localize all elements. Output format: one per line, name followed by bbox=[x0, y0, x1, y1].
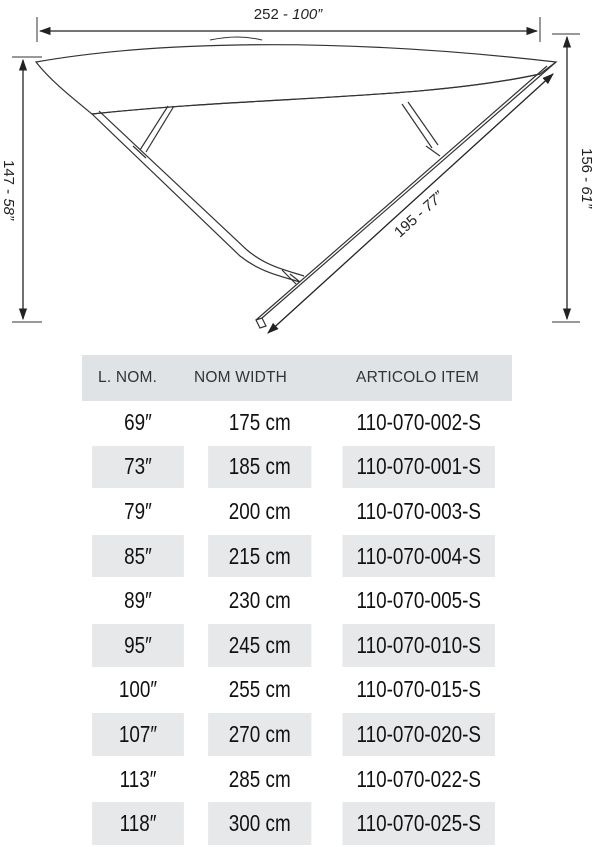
left-height-label: 147 - 58” bbox=[0, 159, 17, 221]
header-nominal-length: L. NOM. bbox=[98, 369, 158, 386]
table-row bbox=[82, 446, 512, 491]
width-dimension bbox=[37, 2, 540, 42]
nominal-length: 118″ bbox=[92, 802, 184, 847]
item-code: 110-070-010-S bbox=[340, 624, 495, 669]
header-item: ARTICOLO ITEM bbox=[356, 369, 479, 386]
right-height-label: 156 - 61” bbox=[578, 147, 595, 209]
nominal-width: 300 cm bbox=[206, 802, 312, 847]
item-code: 110-070-001-S bbox=[340, 446, 495, 491]
table-row bbox=[82, 401, 512, 446]
table-row bbox=[82, 802, 512, 847]
table-row bbox=[82, 535, 512, 580]
table-row bbox=[82, 624, 512, 669]
nominal-length: 100″ bbox=[92, 669, 184, 714]
diagonal-label: 195 - 77” bbox=[390, 188, 447, 242]
table-row bbox=[82, 490, 512, 535]
nominal-length: 73″ bbox=[92, 446, 184, 491]
bimini-top-diagram bbox=[0, 0, 601, 345]
nominal-width: 185 cm bbox=[206, 446, 312, 491]
nominal-width: 230 cm bbox=[206, 579, 312, 624]
right-height-dimension bbox=[552, 34, 595, 322]
nominal-length: 69″ bbox=[92, 401, 184, 446]
item-code: 110-070-020-S bbox=[340, 713, 495, 758]
size-table bbox=[82, 355, 512, 847]
item-code: 110-070-022-S bbox=[340, 758, 495, 803]
nominal-width: 215 cm bbox=[206, 535, 312, 580]
header-nominal-width: NOM WIDTH bbox=[194, 369, 288, 386]
nominal-length: 95″ bbox=[92, 624, 184, 669]
nominal-width: 270 cm bbox=[206, 713, 312, 758]
item-code: 110-070-005-S bbox=[340, 579, 495, 624]
table-row bbox=[82, 758, 512, 803]
nominal-length: 89″ bbox=[92, 579, 184, 624]
bimini-canvas bbox=[36, 37, 556, 114]
nominal-length: 113″ bbox=[92, 758, 184, 803]
table-row bbox=[82, 579, 512, 624]
nominal-width: 245 cm bbox=[206, 624, 312, 669]
table-header-row bbox=[82, 355, 512, 401]
width-dimension-label: 252 - 100” bbox=[253, 6, 323, 23]
item-code: 110-070-003-S bbox=[340, 490, 495, 535]
left-height-dimension bbox=[0, 57, 42, 322]
item-code: 110-070-004-S bbox=[340, 535, 495, 580]
item-code: 110-070-025-S bbox=[340, 802, 495, 847]
item-code: 110-070-015-S bbox=[340, 669, 495, 714]
nominal-length: 85″ bbox=[92, 535, 184, 580]
nominal-width: 285 cm bbox=[206, 758, 312, 803]
nominal-length: 79″ bbox=[92, 490, 184, 535]
table-row bbox=[82, 669, 512, 714]
nominal-length: 107″ bbox=[92, 713, 184, 758]
nominal-width: 175 cm bbox=[206, 401, 312, 446]
nominal-width: 200 cm bbox=[206, 490, 312, 535]
diagonal-dimension bbox=[268, 74, 553, 333]
table-row bbox=[82, 713, 512, 758]
nominal-width: 255 cm bbox=[206, 669, 312, 714]
item-code: 110-070-002-S bbox=[340, 401, 495, 446]
